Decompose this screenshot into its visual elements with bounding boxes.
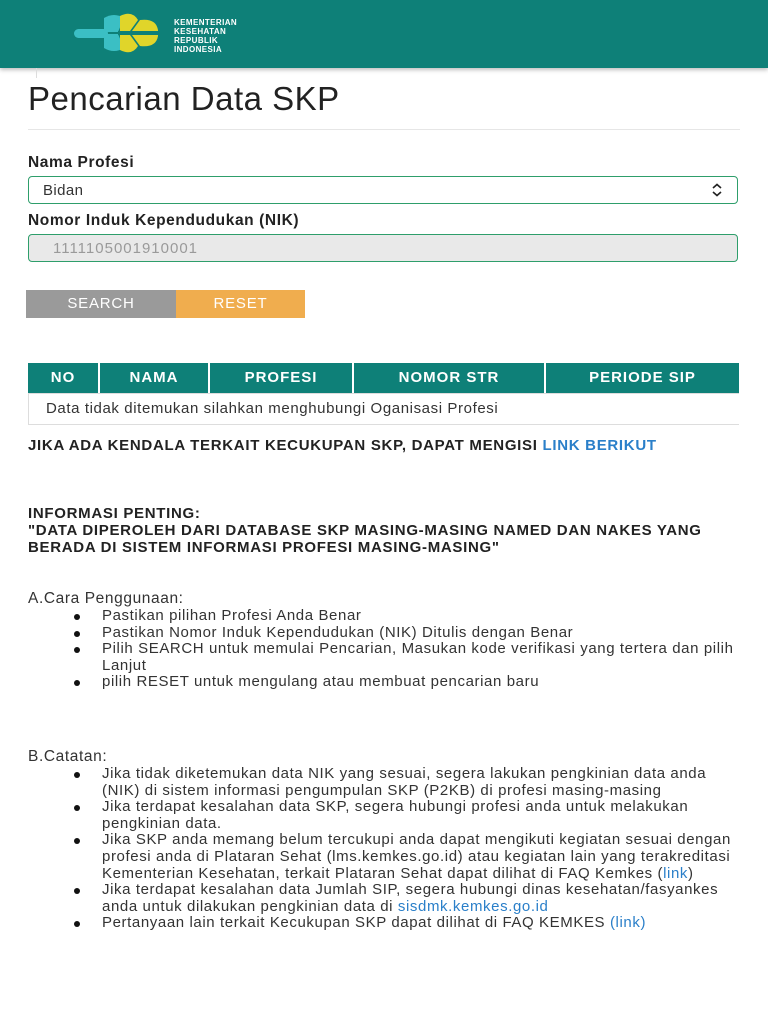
notes-list (28, 766, 748, 932)
note-text: Pertanyaan lain terkait Kecukupan SKP dapat dilihat di FAQ KEMKES (102, 914, 610, 932)
list-item (102, 832, 748, 882)
notice-text: JIKA ADA KENDALA TERKAIT KECUKUPAN SKP, DAPAT MENGISI (28, 437, 538, 454)
kendala-notice (28, 437, 748, 455)
reset-button[interactable]: RESET (176, 290, 305, 318)
title-divider (28, 129, 740, 130)
profesi-select[interactable] (28, 176, 738, 204)
column-header-no: NO (28, 363, 100, 393)
column-header-profesi: PROFESI (210, 363, 354, 393)
brand-line: INDONESIA (174, 45, 223, 54)
notes-section (28, 748, 748, 932)
list-item: Jika terdapat kesalahan data SKP, segera hubungi profesi anda untuk melakukan pengkinian data. (102, 799, 748, 832)
search-button[interactable]: SEARCH (26, 290, 176, 318)
sisdmk-link[interactable]: sisdmk.kemkes.go.id (397, 897, 549, 915)
faq-link[interactable]: link (663, 864, 689, 882)
kemenkes-logo-icon[interactable] (74, 12, 162, 54)
important-quote: "DATA DIPEROLEH DARI DATABASE SKP MASING-MASING NAMED DAN NAKES YANG BERADA DI SISTEM INFORMASI PROFESI MASING-MASING" (28, 522, 702, 556)
usage-list (28, 608, 748, 691)
list-item: Pastikan Nomor Induk Kependudukan (NIK) Ditulis dengan Benar (102, 625, 748, 642)
top-navbar (0, 0, 768, 68)
notice-link[interactable]: LINK BERIKUT (542, 437, 657, 454)
divider (36, 68, 37, 78)
important-info (28, 505, 748, 556)
profesi-label: Nama Profesi (28, 154, 135, 171)
results-table (28, 363, 739, 425)
nik-label: Nomor Induk Kependudukan (NIK) (28, 212, 300, 229)
faq-kemkes-link[interactable]: (link) (609, 914, 647, 932)
page-title: Pencarian Data SKP (28, 80, 340, 117)
column-header-nomor-str: NOMOR STR (354, 363, 546, 393)
note-text-end: ) (688, 864, 694, 882)
list-item (102, 915, 748, 932)
list-item (102, 882, 748, 915)
usage-title: A.Cara Penggunaan: (28, 590, 184, 607)
important-title: INFORMASI PENTING: (28, 505, 201, 522)
brand-line: KEMENTERIAN (174, 18, 238, 27)
list-item: pilih RESET untuk mengulang atau membuat pencarian baru (102, 674, 748, 691)
brand-text (174, 18, 237, 54)
note-text: Jika SKP anda memang belum tercukupi anda dapat mengikuti kegiatan sesuai dengan profesi anda di Plataran Sehat (lms.kemkes.go.id) atau kegiatan lain yang terakreditasi Kementerian Kesehatan, terkait Plataran Sehat dapat dilihat di FAQ Kemkes ( (102, 831, 731, 882)
nik-field-wrapper (28, 234, 738, 262)
usage-section (28, 590, 748, 691)
list-item: Jika tidak diketemukan data NIK yang sesuai, segera lakukan pengkinian data anda (NIK) di sistem informasi pengumpulan SKP (P2KB) di profesi masing-masing (102, 766, 748, 799)
note-text: Jika terdapat kesalahan data Jumlah SIP, segera hubungi dinas kesehatan/fasyankes anda untuk dilakukan pengkinian data di (102, 881, 719, 915)
brand-line: REPUBLIK (174, 36, 219, 45)
column-header-periode-sip: PERIODE SIP (546, 363, 739, 393)
brand-line: KESEHATAN (174, 27, 227, 36)
nik-input[interactable] (29, 235, 737, 261)
chevron-up-down-icon (709, 181, 725, 199)
profesi-selected-value: Bidan (43, 182, 84, 199)
table-empty-message: Data tidak ditemukan silahkan menghubungi Oganisasi Profesi (28, 393, 739, 425)
list-item: Pilih SEARCH untuk memulai Pencarian, Masukan kode verifikasi yang tertera dan pilih Lanjut (102, 641, 748, 674)
column-header-nama: NAMA (100, 363, 210, 393)
notes-title: B.Catatan: (28, 748, 108, 765)
list-item: Pastikan pilihan Profesi Anda Benar (102, 608, 748, 625)
table-header (28, 363, 739, 393)
